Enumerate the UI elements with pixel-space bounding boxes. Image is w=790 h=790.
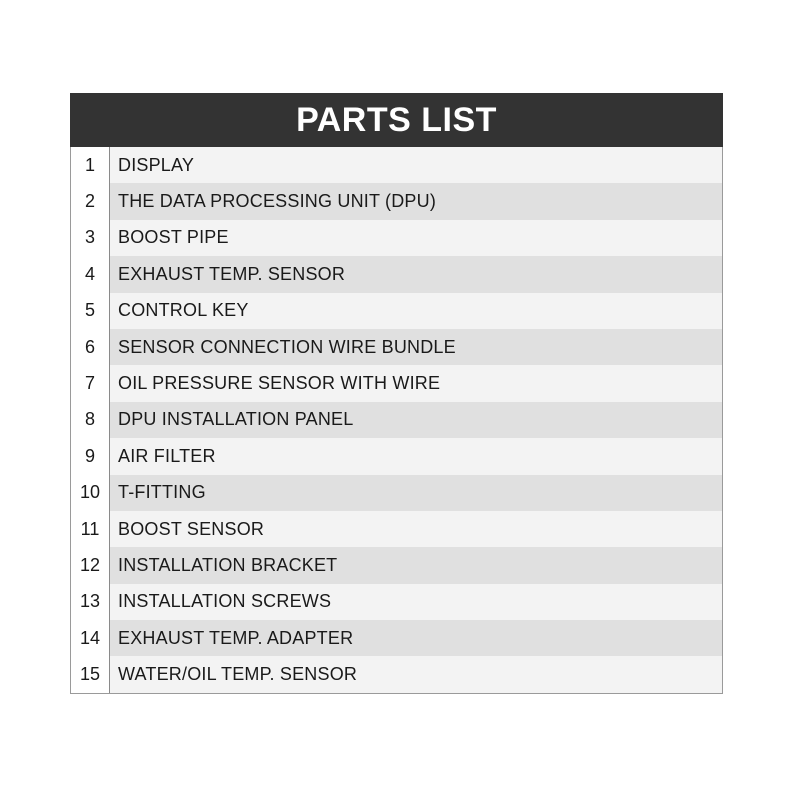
part-name: INSTALLATION BRACKET [118, 554, 338, 575]
table-row [71, 438, 722, 474]
table-row [71, 183, 722, 219]
part-name: CONTROL KEY [118, 300, 249, 321]
parts-table [70, 93, 723, 694]
table-row [71, 220, 722, 256]
table-row [71, 547, 722, 583]
table-row [71, 402, 722, 438]
part-number: 7 [71, 365, 110, 401]
part-name: DPU INSTALLATION PANEL [118, 409, 354, 430]
part-name: EXHAUST TEMP. ADAPTER [118, 627, 354, 648]
part-name: WATER/OIL TEMP. SENSOR [118, 664, 358, 685]
part-name: INSTALLATION SCREWS [118, 591, 332, 612]
part-number: 2 [71, 183, 110, 219]
part-number: 11 [71, 511, 110, 547]
part-number: 8 [71, 402, 110, 438]
part-name: OIL PRESSURE SENSOR WITH WIRE [118, 373, 441, 394]
part-number: 10 [71, 475, 110, 511]
part-number: 6 [71, 329, 110, 365]
part-number: 9 [71, 438, 110, 474]
part-number: 12 [71, 547, 110, 583]
part-number: 15 [71, 656, 110, 692]
part-name: BOOST PIPE [118, 227, 229, 248]
part-number: 13 [71, 584, 110, 620]
table-row [71, 656, 722, 692]
table-row [71, 620, 722, 656]
part-name: EXHAUST TEMP. SENSOR [118, 263, 346, 284]
part-number: 5 [71, 293, 110, 329]
table-row [71, 329, 722, 365]
part-name: SENSOR CONNECTION WIRE BUNDLE [118, 336, 456, 357]
part-name: T-FITTING [118, 482, 206, 503]
parts-rows [71, 147, 722, 693]
parts-list-title: PARTS LIST [70, 93, 723, 147]
table-row [71, 511, 722, 547]
part-number: 3 [71, 220, 110, 256]
table-row [71, 293, 722, 329]
part-name: DISPLAY [118, 154, 195, 175]
table-row [71, 256, 722, 292]
table-row [71, 147, 722, 183]
part-number: 1 [71, 147, 110, 183]
part-number: 4 [71, 256, 110, 292]
table-row [71, 365, 722, 401]
table-row [71, 475, 722, 511]
part-number: 14 [71, 620, 110, 656]
part-name: AIR FILTER [118, 445, 216, 466]
part-name: THE DATA PROCESSING UNIT (DPU) [118, 191, 437, 212]
part-name: BOOST SENSOR [118, 518, 265, 539]
table-row [71, 584, 722, 620]
